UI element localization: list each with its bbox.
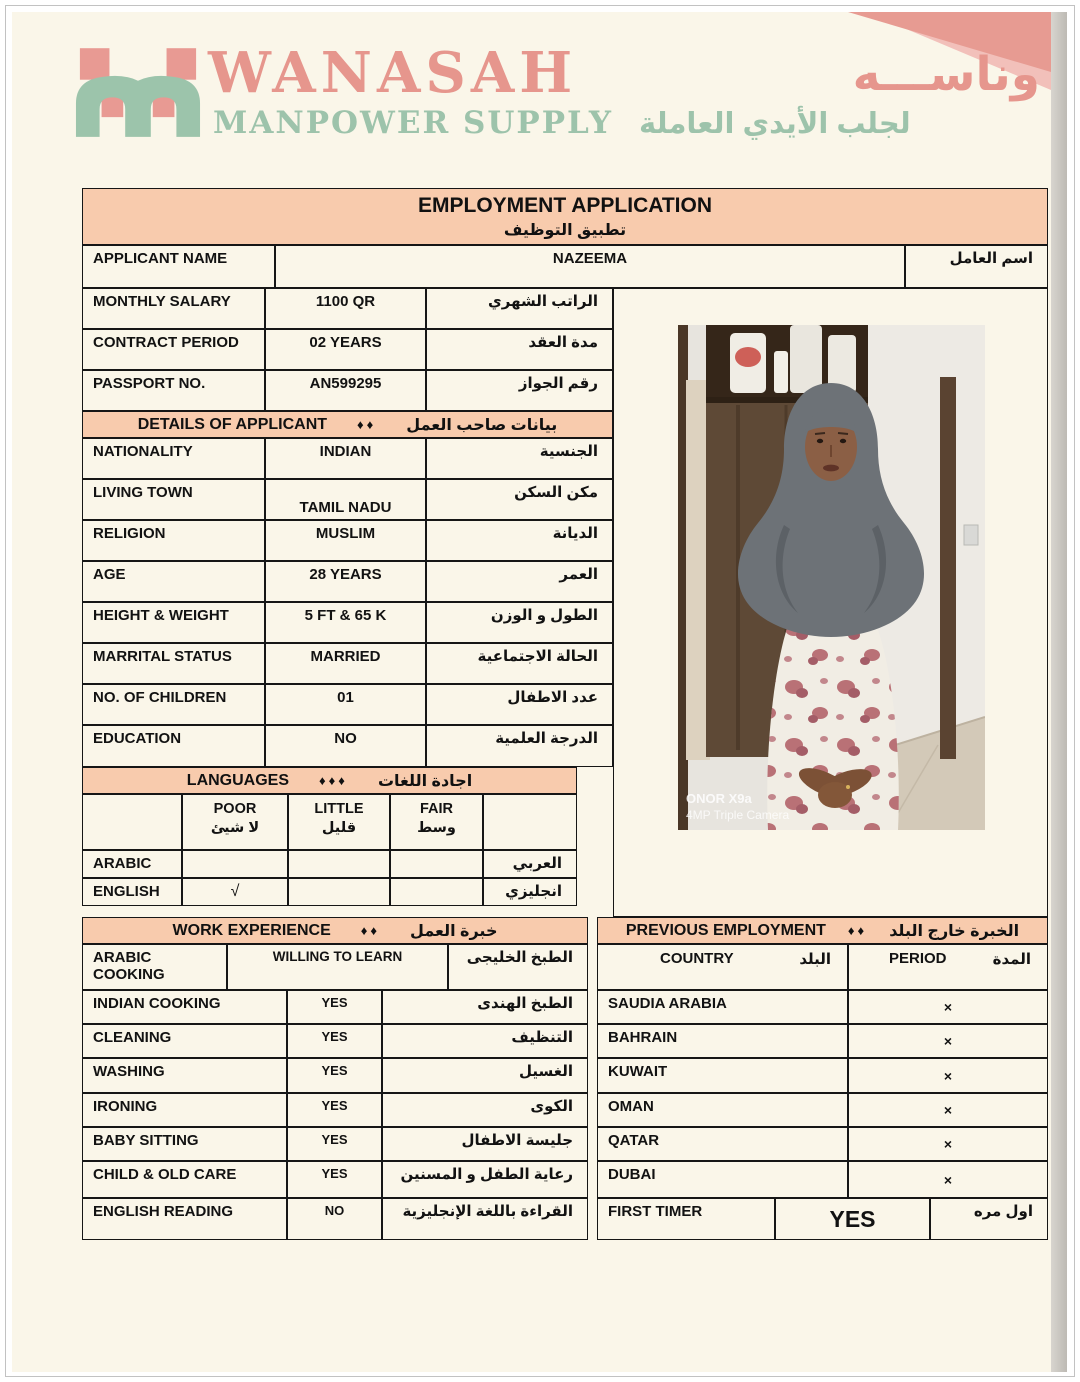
field-label: LIVING TOWN [82, 479, 265, 520]
lang-row-label-ar: العربي [483, 850, 577, 878]
lang-row-label: ARABIC [82, 850, 182, 878]
period-mark: × [848, 1058, 1048, 1093]
lang-level-header [288, 794, 390, 850]
work-skill-value: YES [287, 1093, 382, 1127]
diamond-separator: ♦♦♦ [319, 773, 348, 788]
country-name: DUBAI [597, 1161, 848, 1198]
work-skill-label-ar: القراءة باللغة الإنجليزية [382, 1198, 588, 1240]
brand-name-english: WANASAH [208, 40, 578, 106]
lang-arabic-header-cell [483, 794, 577, 850]
country-name: SAUDIA ARABIA [597, 990, 848, 1024]
brand-tagline-english: MANPOWER SUPPLY [213, 105, 614, 141]
photo-watermark-line2: 4MP Triple Camera [686, 808, 790, 822]
first-timer-value: YES [775, 1198, 930, 1240]
lang-check-fair [390, 878, 483, 906]
country-header-arabic: البلد [799, 951, 831, 968]
work-skill-label-ar: رعاية الطفل و المسنين [382, 1161, 588, 1198]
work-skill-label: ENGLISH READING [82, 1198, 287, 1240]
field-label-ar: الديانة [426, 520, 613, 561]
form-title-bar [82, 188, 1048, 245]
field-value: 02 YEARS [265, 329, 426, 370]
level-arabic: لا شيئ [210, 820, 260, 836]
lang-level-header [390, 794, 483, 850]
section-header-work-experience [82, 917, 588, 944]
period-mark: × [848, 990, 1048, 1024]
level-english: POOR [213, 801, 257, 817]
brand-tagline-arabic: لجلب الأيدي العاملة [639, 108, 911, 140]
work-skill-label-ar: الغسيل [382, 1058, 588, 1093]
section-title-arabic: بيانات صاحب العمل [406, 416, 558, 434]
period-mark: × [848, 1127, 1048, 1161]
form-title-arabic: تطبيق التوظيف [503, 221, 627, 239]
work-skill-value: YES [287, 1024, 382, 1058]
company-logo [74, 46, 202, 140]
section-title-english: LANGUAGES [186, 771, 290, 789]
lang-check-poor: √ [182, 878, 288, 906]
work-skill-label: BABY SITTING [82, 1127, 287, 1161]
field-label: AGE [82, 561, 265, 602]
first-timer-label-ar: اول مره [930, 1198, 1048, 1240]
diamond-separator: ♦♦ [847, 923, 868, 938]
level-english: LITTLE [314, 801, 364, 817]
work-skill-label: CHILD & OLD CARE [82, 1161, 287, 1198]
work-skill-label-ar: الطبخ الخليجى [448, 944, 588, 990]
applicant-name-value: NAZEEMA [275, 245, 905, 288]
work-skill-value: WILLING TO LEARN [227, 944, 448, 990]
work-skill-value: YES [287, 1058, 382, 1093]
section-title-english: PREVIOUS EMPLOYMENT [625, 921, 826, 939]
work-skill-value: YES [287, 1127, 382, 1161]
brand-line-primary [208, 40, 1040, 106]
work-skill-label: IRONING [82, 1093, 287, 1127]
country-name: QATAR [597, 1127, 848, 1161]
lang-check-fair [390, 850, 483, 878]
form-title-english: EMPLOYMENT APPLICATION [418, 193, 712, 217]
lang-check-poor [182, 850, 288, 878]
first-timer-label: FIRST TIMER [597, 1198, 775, 1240]
section-title-arabic: اجادة اللغات [377, 772, 473, 790]
work-skill-label-ar: الكوى [382, 1093, 588, 1127]
period-mark: × [848, 1161, 1048, 1198]
work-skill-value: NO [287, 1198, 382, 1240]
field-value: 5 FT & 65 K [265, 602, 426, 643]
section-title-english: WORK EXPERIENCE [172, 921, 331, 939]
field-value: NO [265, 725, 426, 767]
field-label-ar: الراتب الشهري [426, 288, 613, 329]
field-label: RELIGION [82, 520, 265, 561]
work-skill-label: WASHING [82, 1058, 287, 1093]
country-header-english: COUNTRY [660, 950, 734, 967]
applicant-name-label-ar: اسم العامل [905, 245, 1048, 288]
work-skill-label: CLEANING [82, 1024, 287, 1058]
country-name: KUWAIT [597, 1058, 848, 1093]
period-header-english: PERIOD [889, 950, 947, 967]
diamond-separator: ♦♦ [360, 923, 381, 938]
country-name: OMAN [597, 1093, 848, 1127]
work-skill-label: ARABIC COOKING [82, 944, 227, 990]
lang-check-little [288, 850, 390, 878]
period-header-arabic: المدة [992, 951, 1031, 968]
lang-corner-cell [82, 794, 182, 850]
period-mark: × [848, 1093, 1048, 1127]
field-label-ar: مدة العقد [426, 329, 613, 370]
photo-watermark-line1: ONOR X9a [686, 791, 752, 806]
scan-shadow-band [1051, 12, 1067, 1372]
applicant-photo [678, 325, 985, 830]
lang-check-little [288, 878, 390, 906]
field-value: 01 [265, 684, 426, 725]
section-title-arabic: خبرة العمل [410, 922, 498, 940]
field-label-ar: عدد الاطفال [426, 684, 613, 725]
work-skill-value: YES [287, 990, 382, 1024]
period-mark: × [848, 1024, 1048, 1058]
field-label: NO. OF CHILDREN [82, 684, 265, 725]
lang-row-label-ar: انجليزي [483, 878, 577, 906]
field-label: MONTHLY SALARY [82, 288, 265, 329]
field-label-ar: مكن السكن [426, 479, 613, 520]
section-header-languages [82, 767, 577, 794]
field-value: MARRIED [265, 643, 426, 684]
level-arabic: وسط [417, 820, 456, 836]
section-header-previous-employment [597, 917, 1048, 944]
work-skill-label-ar: الطبخ الهندى [382, 990, 588, 1024]
field-label: NATIONALITY [82, 438, 265, 479]
field-label-ar: العمر [426, 561, 613, 602]
lang-row-label: ENGLISH [82, 878, 182, 906]
level-arabic: قليل [321, 820, 357, 836]
field-value: MUSLIM [265, 520, 426, 561]
field-label-ar: الطول و الوزن [426, 602, 613, 643]
field-value: INDIAN [265, 438, 426, 479]
field-value: 28 YEARS [265, 561, 426, 602]
field-label: HEIGHT & WEIGHT [82, 602, 265, 643]
field-label-ar: الحالة الاجتماعية [426, 643, 613, 684]
section-title-english: DETAILS OF APPLICANT [137, 415, 328, 433]
work-skill-value: YES [287, 1161, 382, 1198]
field-label: MARRITAL STATUS [82, 643, 265, 684]
section-title-arabic: الخبرة خارج البلد [889, 922, 1020, 940]
section-header-details [82, 411, 613, 438]
country-column-header [597, 944, 848, 990]
field-label-ar: الدرجة العلمية [426, 725, 613, 767]
field-label: CONTRACT PERIOD [82, 329, 265, 370]
brand-name-arabic: وناســـه [852, 47, 1040, 100]
field-value: 1100 QR [265, 288, 426, 329]
diamond-separator: ♦♦ [357, 417, 377, 432]
work-skill-label: INDIAN COOKING [82, 990, 287, 1024]
field-label-ar: الجنسية [426, 438, 613, 479]
field-label: EDUCATION [82, 725, 265, 767]
work-skill-label-ar: التنظيف [382, 1024, 588, 1058]
field-label-ar: رقم الجواز [426, 370, 613, 411]
applicant-name-label: APPLICANT NAME [82, 245, 275, 288]
work-skill-label-ar: جليسة الاطفال [382, 1127, 588, 1161]
lang-level-header [182, 794, 288, 850]
field-label: PASSPORT NO. [82, 370, 265, 411]
brand-line-secondary [213, 104, 1013, 146]
field-value: AN599295 [265, 370, 426, 411]
level-english: FAIR [419, 801, 454, 817]
country-name: BAHRAIN [597, 1024, 848, 1058]
period-column-header [848, 944, 1048, 990]
field-value: TAMIL NADU [265, 479, 426, 520]
